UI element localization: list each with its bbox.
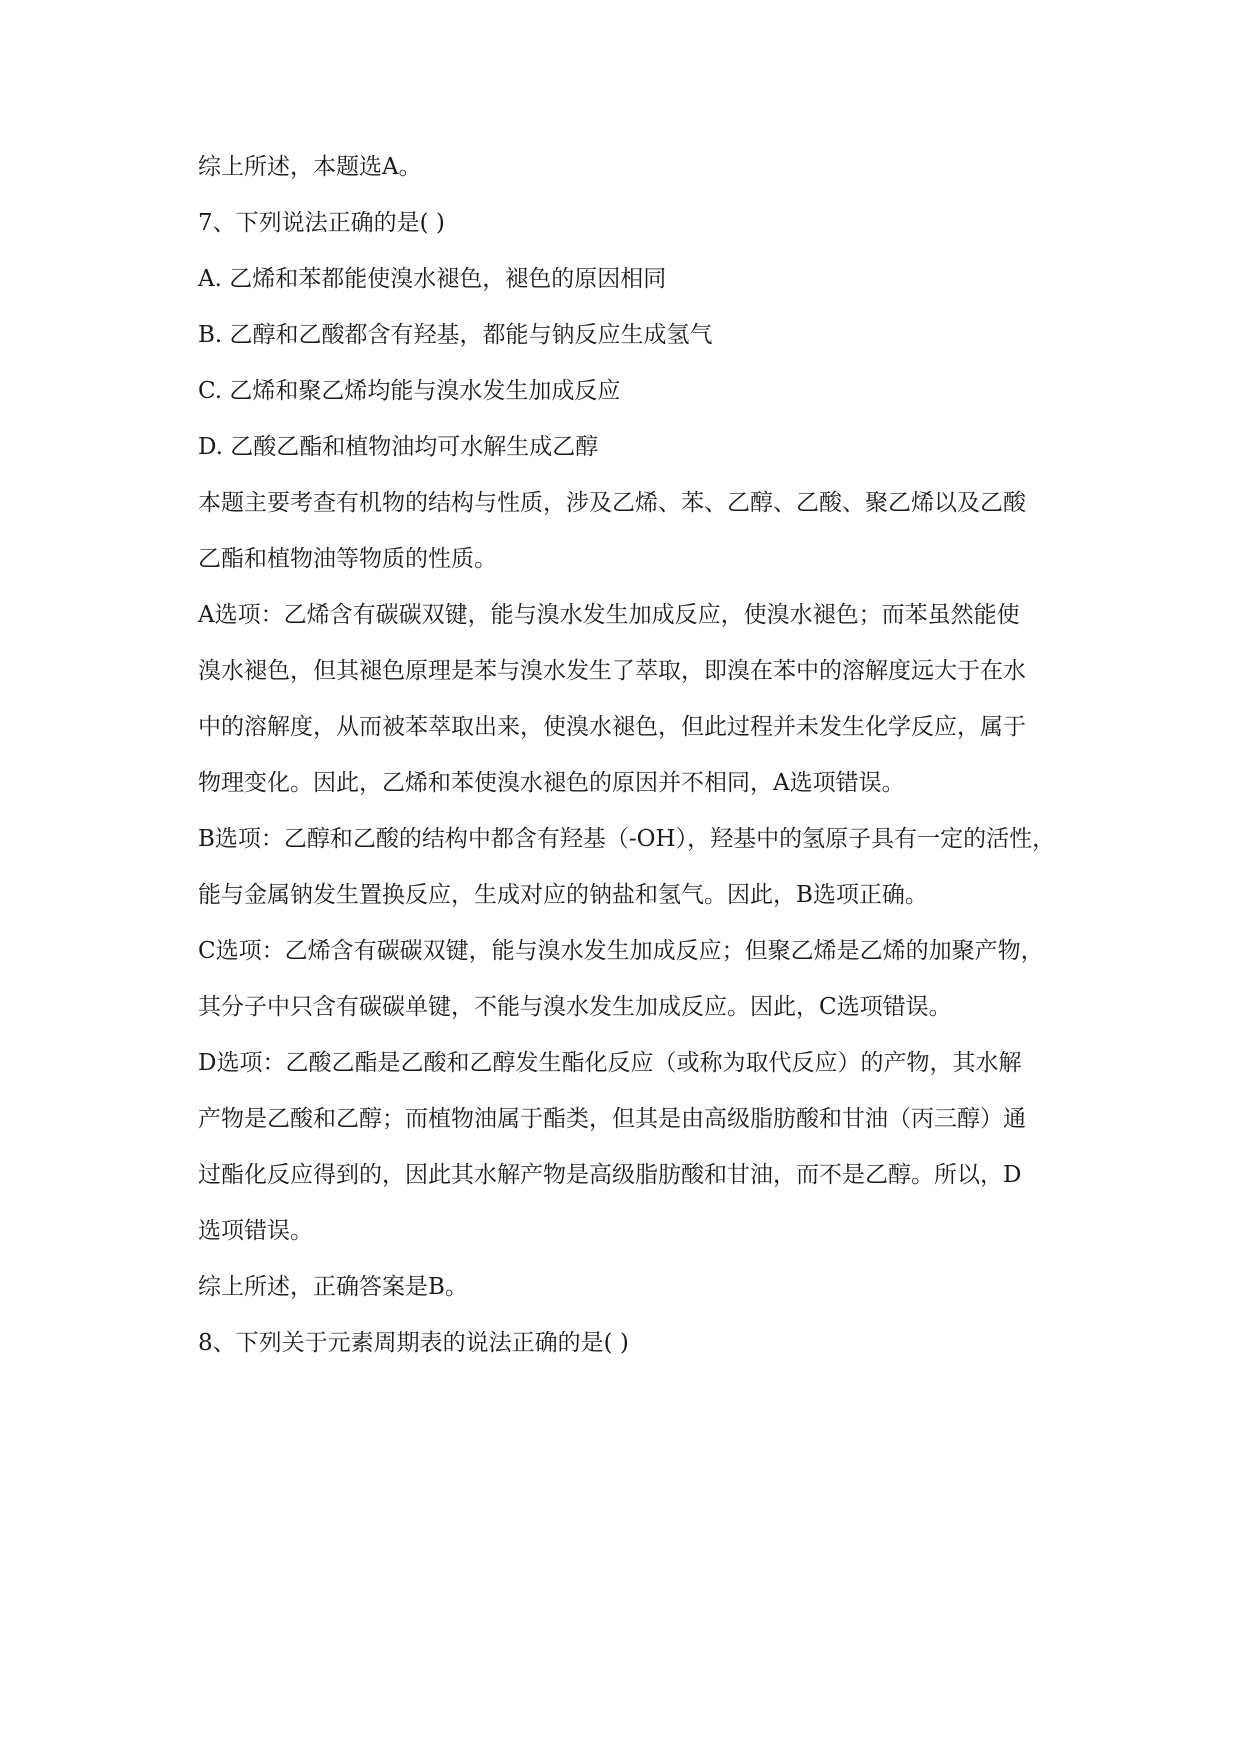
option-a-explanation-line-4: 物理变化。因此，乙烯和苯使溴水褪色的原因并不相同，A选项错误。 <box>198 770 905 796</box>
option-d-explanation-line-2: 产物是乙酸和乙醇；而植物油属于酯类，但其是由高级脂肪酸和甘油（丙三醇）通 <box>198 1106 1026 1132</box>
option-b-explanation-line-1: B选项：乙醇和乙酸的结构中都含有羟基（-OH），羟基中的氢原子具有一定的活性， <box>198 826 1056 852</box>
option-d-explanation-line-1: D选项：乙酸乙酯是乙酸和乙醇发生酯化反应（或称为取代反应）的产物，其水解 <box>198 1050 1022 1076</box>
summary-line-b: 综上所述，正确答案是B。 <box>198 1274 468 1300</box>
question-7-option-c: C. 乙烯和聚乙烯均能与溴水发生加成反应 <box>198 378 621 404</box>
analysis-intro-line-2: 乙酯和植物油等物质的性质。 <box>198 546 497 572</box>
analysis-intro-line-1: 本题主要考查有机物的结构与性质，涉及乙烯、苯、乙醇、乙酸、聚乙烯以及乙酸 <box>198 490 1026 516</box>
option-c-explanation-line-2: 其分子中只含有碳碳单键，不能与溴水发生加成反应。因此，C选项错误。 <box>198 994 952 1020</box>
option-a-explanation-line-3: 中的溶解度，从而被苯萃取出来，使溴水褪色，但此过程并未发生化学反应，属于 <box>198 714 1026 740</box>
question-7-option-b: B. 乙醇和乙酸都含有羟基，都能与钠反应生成氢气 <box>198 322 713 348</box>
option-d-explanation-line-3: 过酯化反应得到的，因此其水解产物是高级脂肪酸和甘油，而不是乙醇。所以，D <box>198 1162 1022 1188</box>
option-a-explanation-line-2: 溴水褪色，但其褪色原理是苯与溴水发生了萃取，即溴在苯中的溶解度远大于在水 <box>198 658 1026 684</box>
question-7-stem: 7、下列说法正确的是( ) <box>198 210 445 236</box>
question-7-option-d: D. 乙酸乙酯和植物油均可水解生成乙醇 <box>198 434 599 460</box>
option-b-explanation-line-2: 能与金属钠发生置换反应，生成对应的钠盐和氢气。因此，B选项正确。 <box>198 882 928 908</box>
question-8-stem: 8、下列关于元素周期表的说法正确的是( ) <box>198 1330 629 1356</box>
summary-line-a: 综上所述，本题选A。 <box>198 154 422 180</box>
option-c-explanation-line-1: C选项：乙烯含有碳碳双键，能与溴水发生加成反应；但聚乙烯是乙烯的加聚产物， <box>198 938 1044 964</box>
question-7-option-a: A. 乙烯和苯都能使溴水褪色，褪色的原因相同 <box>198 266 667 292</box>
option-a-explanation-line-1: A选项：乙烯含有碳碳双键，能与溴水发生加成反应，使溴水褪色；而苯虽然能使 <box>198 602 1020 628</box>
option-d-explanation-line-4: 选项错误。 <box>198 1218 313 1244</box>
